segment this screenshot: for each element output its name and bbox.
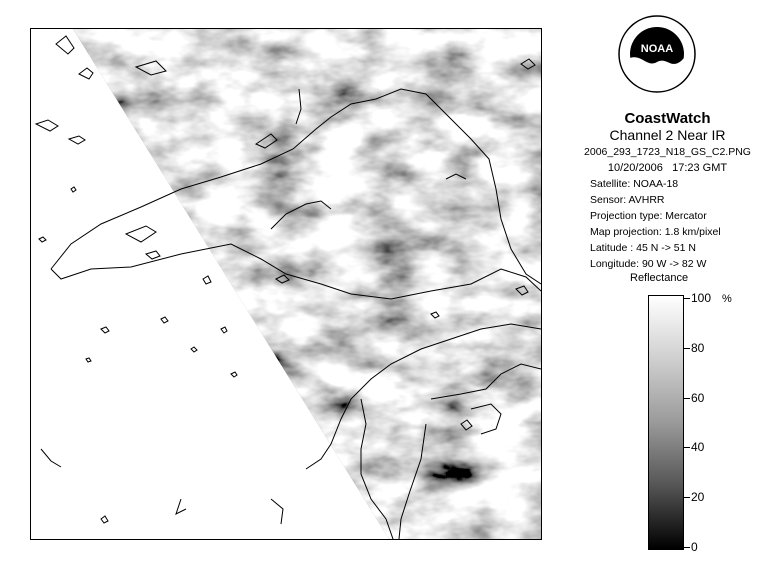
colorbar-tick-label: 100	[691, 291, 712, 305]
satellite-map[interactable]	[30, 28, 542, 540]
satellite-label: Satellite: NOAA-18	[590, 178, 679, 190]
colorbar-tick-label: 20	[691, 490, 705, 505]
colorbar-unit: %	[722, 293, 732, 305]
noaa-emblem-icon	[617, 14, 697, 94]
noaa-logo	[617, 14, 697, 94]
channel-label: Channel 2 Near IR	[609, 127, 726, 143]
date-label: 10/20/2006	[607, 162, 663, 174]
colorbar	[648, 295, 684, 550]
colorbar-title: Reflectance	[630, 272, 689, 284]
colorbar-tick	[684, 447, 690, 448]
resolution-label: Map projection: 1.8 km/pixel	[590, 226, 721, 238]
colorbar-tick	[684, 497, 690, 498]
colorbar-tick-label: 0	[691, 540, 698, 554]
colorbar-tick-label: 80	[691, 340, 705, 355]
filename-label: 2006_293_1723_N18_GS_C2.PNG	[584, 146, 751, 158]
colorbar-tick	[684, 298, 690, 299]
time-label: 17:23 GMT	[672, 162, 728, 174]
colorbar-tick	[684, 398, 690, 399]
colorbar-tick-label: 60	[691, 390, 705, 405]
projection-label: Projection type: Mercator	[590, 210, 707, 222]
latitude-label: Latitude : 45 N -> 51 N	[590, 242, 696, 254]
logo-text: NOAA	[640, 43, 674, 55]
map-svg	[31, 29, 541, 539]
date-time-line	[560, 162, 775, 174]
colorbar-tick	[684, 348, 690, 349]
colorbar-tick	[684, 547, 690, 548]
longitude-label: Longitude: 90 W -> 82 W	[590, 258, 707, 270]
sensor-label: Sensor: AVHRR	[590, 194, 665, 206]
product-title: CoastWatch	[624, 110, 711, 127]
colorbar-tick-label: 40	[691, 440, 705, 455]
